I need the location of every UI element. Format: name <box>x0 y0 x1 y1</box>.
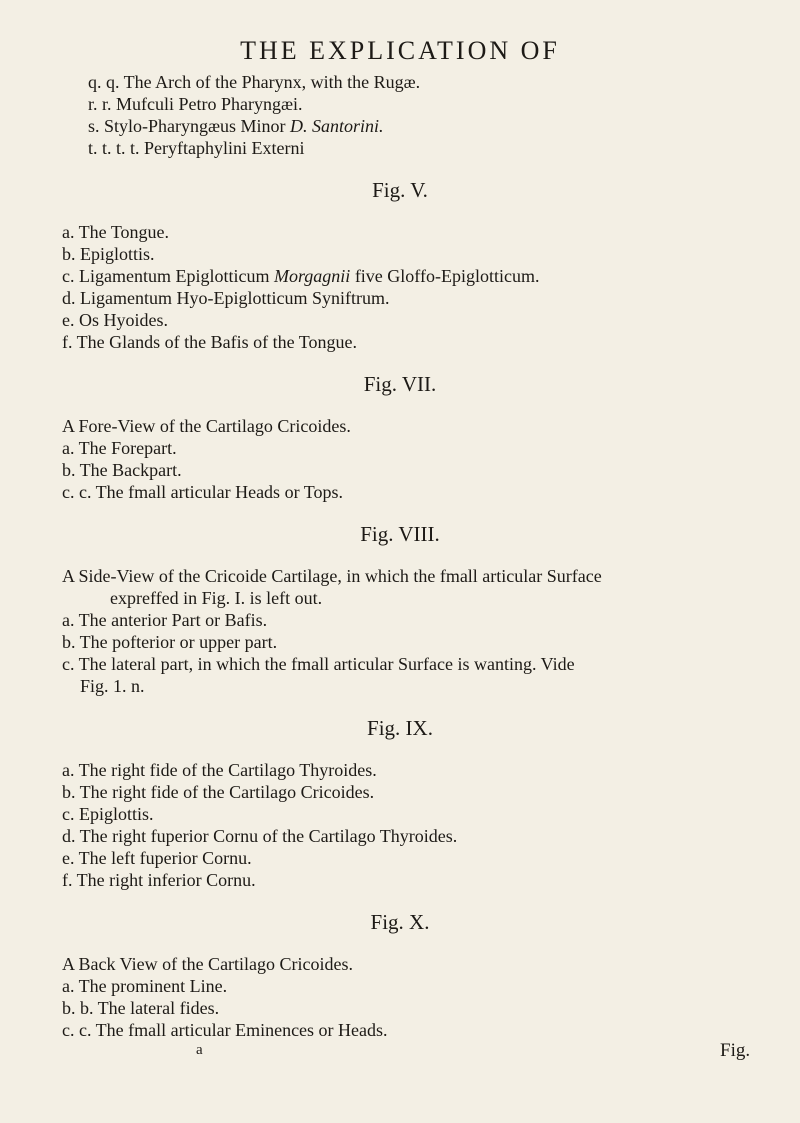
legend-line: f. The Glands of the Bafis of the Tongue. <box>62 332 358 352</box>
legend-line: A Fore-View of the Cartilago Cricoides. <box>62 416 351 436</box>
legend-line: a. The right fide of the Cartilago Thyroides. <box>62 760 377 780</box>
legend-line: b. The pofterior or upper part. <box>62 632 278 652</box>
legend-line: f. The right inferior Cornu. <box>62 870 256 890</box>
legend-line: q. q. The Arch of the Pharynx, with the Rugæ. <box>88 72 421 92</box>
legend-line: A Back View of the Cartilago Cricoides. <box>62 954 354 974</box>
legend-line: c. Epiglottis. <box>62 804 154 824</box>
legend-line: expreffed in Fig. I. is left out. <box>110 588 323 608</box>
legend-line: c. c. The fmall articular Heads or Tops. <box>62 482 343 502</box>
figure-heading: Fig. VIII. <box>360 522 440 546</box>
legend-line: c. Ligamentum Epiglotticum Morgagnii five Gloffo-Epiglotticum. <box>62 266 540 286</box>
figure-heading: Fig. IX. <box>367 716 433 740</box>
legend-line: t. t. t. t. Peryftaphylini Externi <box>88 138 305 158</box>
legend-line: e. The left fuperior Cornu. <box>62 848 252 868</box>
legend-line: a. The Forepart. <box>62 438 177 458</box>
legend-line: b. The Backpart. <box>62 460 182 480</box>
legend-line: c. The lateral part, in which the fmall articular Surface is wanting. Vide <box>62 654 575 674</box>
legend-line: b. The right fide of the Cartilago Cricoides. <box>62 782 375 802</box>
legend-line: s. Stylo-Pharyngæus Minor D. Santorini. <box>88 116 384 136</box>
figure-heading: Fig. VII. <box>363 372 437 396</box>
legend-line: a. The prominent Line. <box>62 976 228 996</box>
legend-line: r. r. Mufculi Petro Pharyngæi. <box>88 94 303 114</box>
legend-line: c. c. The fmall articular Eminences or Heads. <box>62 1020 388 1040</box>
legend-line: Fig. 1. n. <box>80 676 145 696</box>
signature-mark: a <box>196 1042 203 1058</box>
legend-line: d. Ligamentum Hyo-Epiglotticum Syniftrum. <box>62 288 390 308</box>
legend-line: b. b. The lateral fides. <box>62 998 220 1018</box>
figure-heading: Fig. X. <box>370 910 430 934</box>
legend-line: A Side-View of the Cricoide Cartilage, in which the fmall articular Surface <box>62 566 602 586</box>
legend-line: e. Os Hyoides. <box>62 310 168 330</box>
legend-line: a. The anterior Part or Bafis. <box>62 610 268 630</box>
running-header: THE EXPLICATION OF <box>240 36 560 65</box>
legend-line: b. Epiglottis. <box>62 244 155 264</box>
legend-line: d. The right fuperior Cornu of the Cartilago Thyroides. <box>62 826 458 846</box>
catchword: Fig. <box>720 1040 751 1061</box>
figure-heading: Fig. V. <box>372 178 428 202</box>
legend-line: a. The Tongue. <box>62 222 170 242</box>
